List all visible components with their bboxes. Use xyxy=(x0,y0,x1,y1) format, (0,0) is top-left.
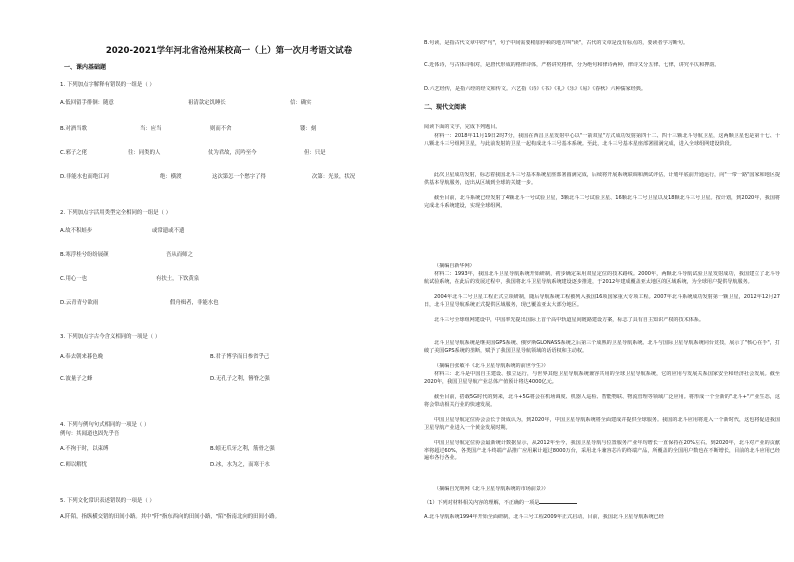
q2-option-a: A.故不积蛙步 xyxy=(60,228,93,234)
q3-stem: 3. 下列加点字古今含义相同的一项是（ ） xyxy=(60,334,161,340)
material-source: （摘编自新华网） xyxy=(434,263,475,269)
q1-option-c-part4: 但：只是 xyxy=(304,150,326,156)
q2-stem: 2. 下列加点字活用类型完全相同的一组是（ ） xyxy=(60,210,171,216)
q1-option-b: B.对酒当歌 xyxy=(60,126,87,132)
q5-option-b: B.句读，是指古代文章中的"句"，句子中间需要稍加停顿的地方叫"读"，古代的文章是没有标点的，要读者学习断句。 xyxy=(424,40,689,46)
material-source: （摘编自光明网《北斗卫星导航系统的市场前景》） xyxy=(434,486,549,492)
material-paragraph: 此次卫星成功发射，标志着我国北斗三号基本系统星座部署圆满完成，后续将开展系统联调和测试评估，计划年底前开通运行，向"一带一路"国家和地区提供基本导航服务，迈出从区域到全球的关键一步。 xyxy=(424,172,780,186)
material-paragraph: 2004年北斗二号卫星工程正式立项研制，随后导航系统工程被列入我国16项国家重大专项工程。2007年北斗系统成功发射第一颗卫星，2012年12月27日，北斗卫星导航系统正式提供区域服务，现已覆盖亚太大部分地区。 xyxy=(424,294,780,308)
q2-option-c-part2: 有扶土，下饮黄泉 xyxy=(156,276,200,282)
q1-option-a: A.低回留手徘徊：随意 xyxy=(60,100,114,106)
q1-option-b-part3: 则而不舍 xyxy=(210,126,232,132)
material-paragraph: 材料三：北斗是中国自主建设、独立运行，与世界其他卫星导航系统兼容共用的全球卫星导航系统，它的应用与发展关系国家安全和经济社会发展。截至2020年，我国卫星导航产业总体产值预计将达4000亿元。 xyxy=(424,371,780,385)
q5-option-d: D.六艺经传，是指六经的经文和传文。六艺指《诗》《书》《礼》《乐》《易》《春秋》六种儒家经典。 xyxy=(424,86,647,92)
answer-blank[interactable] xyxy=(539,498,577,504)
q1-option-b-part4: 镂：刻 xyxy=(300,126,317,132)
q1-option-b-part2: 当：应当 xyxy=(140,126,162,132)
q5-stem: 5. 下列文化常识表述错误的一项是（ ） xyxy=(60,498,155,504)
material-paragraph: 北斗三号全球组网建设中，中国率先提出国际上首个高中轨道星间链路建设方案，标志了具有自主知识产权的技术体系。 xyxy=(434,317,704,323)
q4-example: 例句：其闻道也固先乎吾 xyxy=(60,431,120,437)
left-column xyxy=(60,0,398,562)
material-paragraph: 材料一：2018年11月19日2时7分，我国在西昌卫星发射中心以"一箭双星"方式成功发射第四十二、四十三颗北斗导航卫星，这两颗卫星也是第十七、十八颗北斗三号组网卫星，与此前发射的卫星一起构成北斗三号基本系统。至此，北斗三号基本星座部署圆满完成，进入全球组网建设阶段。 xyxy=(424,133,780,147)
q6-stem: （1）下列对材料相关内容的理解，不正确的一项是 xyxy=(424,500,540,506)
section2-heading: 二、现代文阅读 xyxy=(424,104,467,111)
q2-option-b: B.寒浮桂兮纷纷展颜 xyxy=(60,252,109,258)
q3-option-c: C.波量子之蜂 xyxy=(60,376,93,382)
q3-option-b: B.君子博学而日参省乎己 xyxy=(210,354,270,360)
q2-option-d: D.云青青兮欲雨 xyxy=(60,300,99,306)
material-paragraph: 截至目前，搭载5G时代的到来，北斗+5G将会在机场调度、机器人巡检、智能物联、物流管理等领域广泛应用。将形成一个全新的"北斗+"产业生态，这将会带动相关行业的快速发展。 xyxy=(424,394,780,408)
q1-option-d: D.非能水也而绝江河 xyxy=(60,174,109,180)
material-paragraph: 中国卫星导航定位协会最新统计数据显示，从2012年至今，我国卫星导航与位置服务产业年均增长一直保持在20%左右。到2020年，北斗对产业的贡献率将超过60%，各类国产北斗终端产品推广应用累计超过8000万台，采用北斗兼容芯片的终端产品，所覆盖的全国用户数也在不断增长，目前的北斗应用已经遍布各行各业。 xyxy=(424,440,780,462)
q2-option-d-part2: 假舟楫者，非能水也 xyxy=(170,300,219,306)
q1-option-c-part2: 往：同类的人 xyxy=(128,150,161,156)
section1-heading: 一、课内基础题 xyxy=(64,64,107,71)
q6-option-a: A.北斗导航系统1994年开始全面研制，北斗三号工程2009年正式启动，目前，我国北斗卫星导航系统已经 xyxy=(424,514,664,520)
q3-option-d: D.无孔子之利，簪脊之强 xyxy=(210,376,270,382)
q2-option-a-part2: 或常遗或不遗 xyxy=(152,228,185,234)
q2-option-c: C.用心一也 xyxy=(60,276,88,282)
right-column xyxy=(424,0,780,562)
q3-option-a: A.奉去朝来暮色晚 xyxy=(60,354,104,360)
material-source: （摘编自张敏平《北斗卫星导航系统的前世今生》） xyxy=(434,363,549,369)
q1-option-c: C.邪子之佬 xyxy=(60,150,88,156)
material-paragraph: 材料二：1993年，我国北斗卫星导航系统开始研制，初步确定采用双星定位的技术路线。2000年，两颗北斗导航试验卫星发射成功，我国建立了北斗导航试验系统，在此后的发展过程中，我国将北斗卫星导航系统建设逐步推进，于2012年建成覆盖亚太地区的区域系统，为全球用户提供导航服务。 xyxy=(424,271,780,285)
q5-option-a: A.阡陌，指纵横交错的田间小路。其中"阡"指东西向的田间小路，"陌"指南北向的田间小路。 xyxy=(60,514,281,520)
q4-option-a: A.不拘于时，以束缚 xyxy=(60,446,109,452)
material-paragraph: 中国卫星导航定位协会会长于贤成认为，到2020年，中国卫星导航系统将全面建成并提供全球服务。我国的北斗应用将进入一个新时代，这也将促进我国卫星导航产业进入一个黄金发展时期。 xyxy=(424,417,780,431)
exam-title: 2020-2021学年河北省沧州某校高一（上）第一次月考语文试卷 xyxy=(105,46,353,56)
material-paragraph: 北斗卫星导航系统是继美国GPS系统、俄罗斯GLONASS系统之后第三个成熟的卫星导航系统。北斗与国际卫星导航系统同台竞技，展示了"核心在手"，打破了美国GPS系统的垄断，赋予了我国卫星导航领域的话语权和主动权。 xyxy=(424,340,780,354)
q2-option-b-part2: 吾从而师之 xyxy=(166,252,193,258)
q1-option-c-part3: 仗为君故，沉吟至今 xyxy=(208,150,257,156)
q6-stem-line xyxy=(424,498,780,508)
q4-option-d: D.冰，水为之，而寒于水 xyxy=(210,462,270,468)
material-paragraph: 截至目前，北斗系统已经发射了4颗北斗一号试验卫星，3颗北斗二号试验卫星、16颗北斗二号卫星以及18颗北斗三号卫星。按计划，到2020年，我国将完成北斗系统建设，实现全球组网。 xyxy=(424,195,780,209)
q1-option-d-part4: 次第：光景，状况 xyxy=(312,174,356,180)
q4-option-c: C.师以解忧 xyxy=(60,462,88,468)
q4-stem: 4. 下列与例句句式相同的一项是（ ） xyxy=(60,422,150,428)
q1-option-d-part3: 这次第怎一个愁字了得 xyxy=(212,174,266,180)
q5-option-c: C.近体诗，与古体诗相对，是唐代形成的格律诗体，严格讲究格律，分为绝句和律诗两种，律诗又分五律、七律，讲究平仄和押韵。 xyxy=(424,62,720,68)
q1-option-d-part2: 绝：横渡 xyxy=(160,174,182,180)
q1-option-a-part3: 信：确实 xyxy=(290,100,312,106)
q1-stem: 1. 下列加点字解释有错误的一组是（ ） xyxy=(60,82,155,88)
q4-option-b: B.蚓无爪牙之利，筋骨之强 xyxy=(210,446,275,452)
q1-option-a-part2: 祖清款定饥睡长 xyxy=(188,100,226,106)
reading-intro: 阅读下面的文字，完成下列题目。 xyxy=(424,124,501,130)
